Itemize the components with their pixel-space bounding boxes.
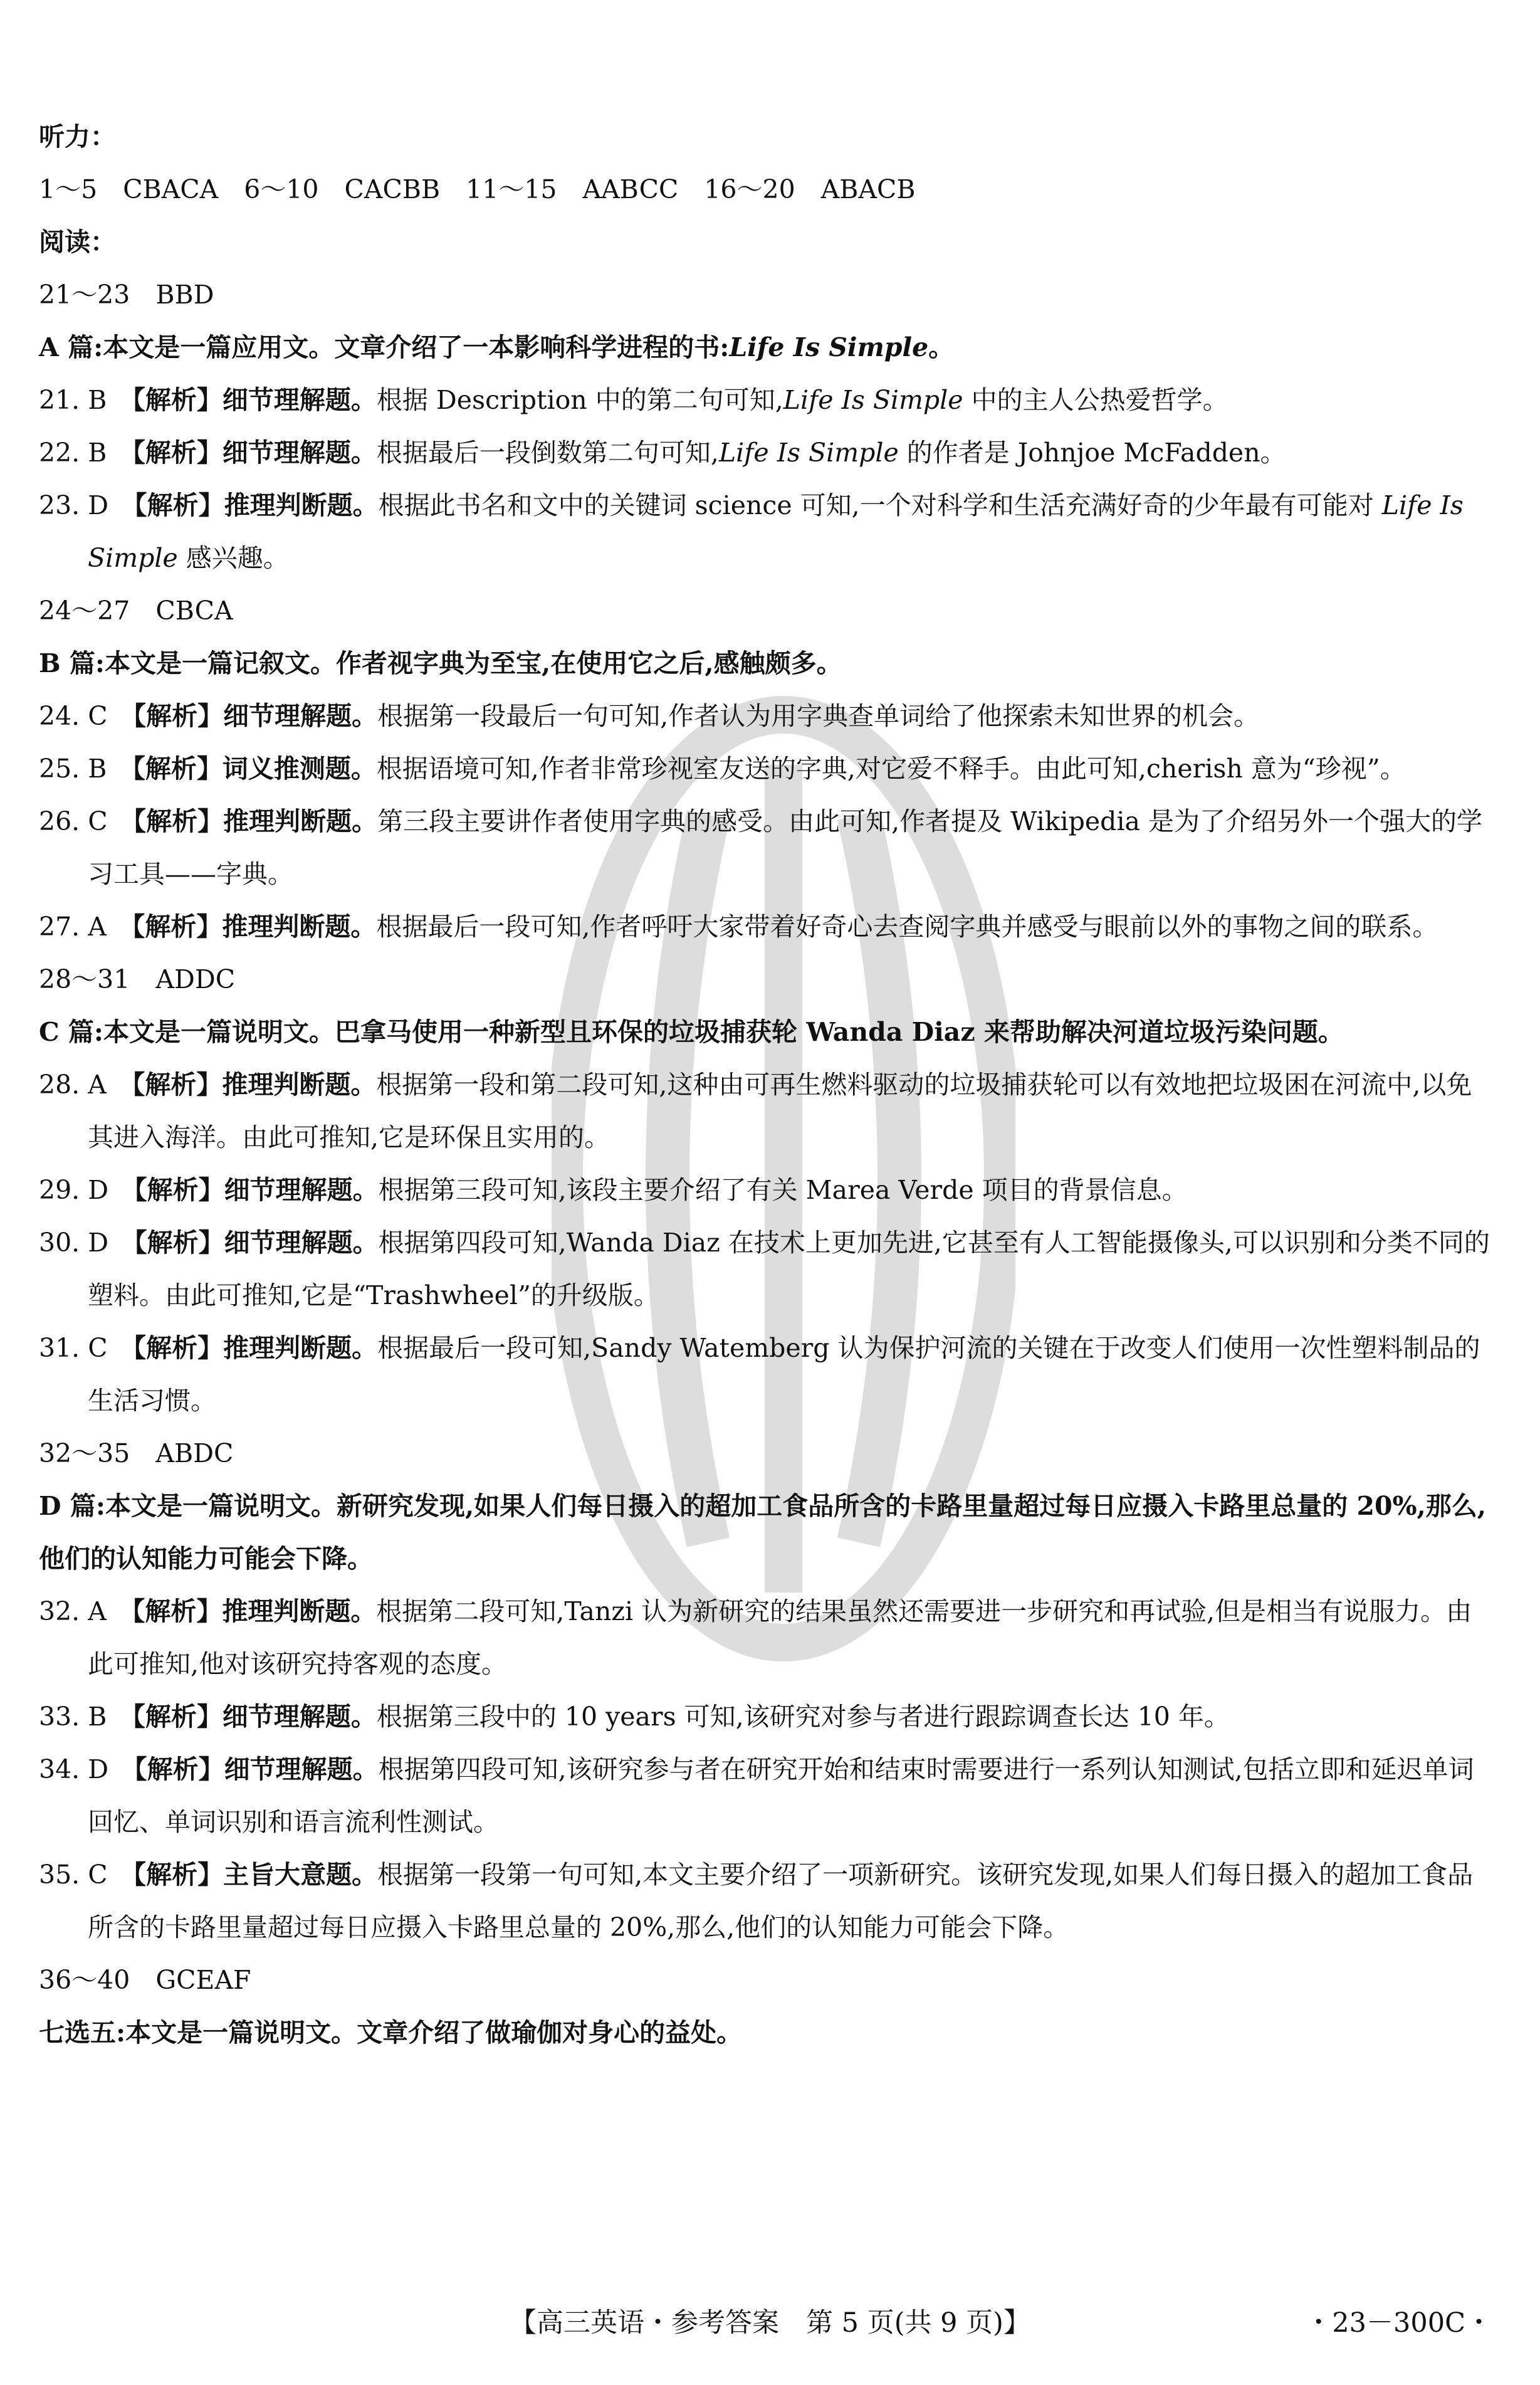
explanation-text: 第三段主要讲作者使用字典的感受。由此可知,作者提及 Wikipedia 是为了介绍另外一个强大的学习工具——字典。 xyxy=(88,806,1483,889)
explanation-tag: 【解析】细节理解题。 xyxy=(132,438,377,468)
page-footer xyxy=(0,2301,1540,2345)
explanation-item xyxy=(39,1058,1493,1164)
explanation-text: 根据最后一段可知,Sandy Watemberg 认为保护河流的关键在于改变人们使用一次性塑料制品的生活习惯。 xyxy=(88,1333,1480,1416)
passage-intro xyxy=(39,1480,1493,1585)
explanation-tag: 【解析】推理判断题。 xyxy=(132,1070,377,1100)
passage-label: D 篇: xyxy=(39,1491,105,1521)
explanation-text: 根据语境可知,作者非常珍视室友送的字典,对它爱不释手。由此可知,cherish 意为“珍视”。 xyxy=(376,754,1406,784)
passage-label: B 篇: xyxy=(39,648,105,678)
explanation-tag: 【解析】细节理解题。 xyxy=(134,1228,379,1258)
explanation-item xyxy=(39,1164,1493,1216)
passage-label: A 篇: xyxy=(39,332,103,362)
explanation-item xyxy=(39,1743,1493,1848)
explanation-tag: 【解析】推理判断题。 xyxy=(132,1596,377,1626)
passage-summary: 本文是一篇说明文。新研究发现,如果人们每日摄入的超加工食品所含的卡路里量超过每日应摄入卡路里总量的 20%,那么,他们的认知能力可能会下降。 xyxy=(39,1491,1487,1574)
explanation-tag: 【解析】推理判断题。 xyxy=(133,806,378,836)
passage-label: C 篇: xyxy=(39,1017,104,1047)
explanation-tag: 【解析】词义推测题。 xyxy=(132,754,377,784)
passage-summary-end: 。 xyxy=(928,332,955,362)
explanation-text-end: 感兴趣。 xyxy=(177,543,289,573)
question-number: 35. C xyxy=(39,1860,134,1890)
footer-page-info: 【高三英语・参考答案 第 5 页(共 9 页)】 xyxy=(510,2307,1030,2339)
passage-summary: 本文是一篇说明文。文章介绍了做瑜伽对身心的益处。 xyxy=(125,2018,743,2048)
book-title: Life Is Simple xyxy=(88,490,1464,573)
explanation-text: 根据最后一段倒数第二句可知, xyxy=(376,438,719,468)
explanation-item xyxy=(39,795,1493,900)
question-number: 24. C xyxy=(39,701,134,731)
explanation-text: 根据第三段可知,该段主要介绍了有关 Marea Verde 项目的背景信息。 xyxy=(378,1175,1188,1205)
explanation-text-end: 的作者是 Johnjoe McFadden。 xyxy=(898,438,1286,468)
question-number: 22. B xyxy=(39,438,133,468)
explanation-text-end: 中的主人公热爱哲学。 xyxy=(963,385,1228,415)
question-number: 33. B xyxy=(39,1702,133,1732)
passage-answer-range: 32～35 ABDC xyxy=(39,1438,234,1468)
question-number: 32. A xyxy=(39,1596,132,1626)
explanation-tag: 【解析】推理判断题。 xyxy=(132,912,377,942)
passage-answer-range: 21～23 BBD xyxy=(39,280,214,310)
question-number: 29. D xyxy=(39,1175,135,1205)
explanation-text: 根据最后一段可知,作者呼吁大家带着好奇心去查阅字典并感受与眼前以外的事物之间的联系。 xyxy=(376,912,1438,942)
explanation-tag: 【解析】细节理解题。 xyxy=(134,1754,379,1784)
explanation-item xyxy=(39,1690,1493,1743)
listening-heading: 听力： xyxy=(39,122,116,152)
explanation-text: 根据此书名和文中的关键词 science 可知,一个对科学和生活充满好奇的少年最有可能对 xyxy=(378,490,1382,520)
explanation-text: 根据第四段可知,该研究参与者在研究开始和结束时需要进行一系列认知测试,包括立即和延迟单词回忆、单词识别和语言流利性测试。 xyxy=(88,1754,1474,1837)
question-number: 34. D xyxy=(39,1754,135,1784)
explanation-item xyxy=(39,1848,1493,1954)
explanation-text: 根据第一段和第二段可知,这种由可再生燃料驱动的垃圾捕获轮可以有效地把垃圾困在河流中,以免其进入海洋。由此可推知,它是环保且实用的。 xyxy=(88,1070,1472,1152)
explanation-item xyxy=(39,690,1493,742)
explanation-tag: 【解析】细节理解题。 xyxy=(133,701,378,731)
explanation-item xyxy=(39,742,1493,795)
passage-intro xyxy=(39,2006,1493,2059)
book-title: Life Is Simple xyxy=(783,385,963,415)
explanation-tag: 【解析】细节理解题。 xyxy=(134,1175,379,1205)
question-number: 31. C xyxy=(39,1333,134,1363)
explanation-tag: 【解析】细节理解题。 xyxy=(132,1702,377,1732)
passage-intro xyxy=(39,637,1493,690)
explanation-text: 根据第一段最后一句可知,作者认为用字典查单词给了他探索未知世界的机会。 xyxy=(377,701,1260,731)
reading-heading: 阅读： xyxy=(39,227,116,257)
explanation-text: 根据第二段可知,Tanzi 认为新研究的结果虽然还需要进一步研究和再试验,但是相当有说服力。由此可推知,他对该研究持客观的态度。 xyxy=(88,1596,1472,1679)
question-number: 21. B xyxy=(39,385,133,415)
explanation-item xyxy=(39,1585,1493,1690)
explanation-item xyxy=(39,1322,1493,1427)
passage-answer-range: 28～31 ADDC xyxy=(39,964,236,994)
passage-label: 七选五: xyxy=(39,2018,126,2048)
question-number: 27. A xyxy=(39,912,132,942)
explanation-tag: 【解析】细节理解题。 xyxy=(132,385,377,415)
question-number: 28. A xyxy=(39,1070,132,1100)
passage-summary: 本文是一篇记叙文。作者视字典为至宝,在使用它之后,感触颇多。 xyxy=(105,648,842,678)
passage-summary: 本文是一篇应用文。文章介绍了一本影响科学进程的书: xyxy=(103,332,730,362)
question-number: 25. B xyxy=(39,754,133,784)
listening-answers: 1～5 CBACA 6～10 CACBB 11～15 AABCC 16～20 ABACB xyxy=(39,174,916,204)
book-title: Life Is Simple xyxy=(729,332,929,362)
explanation-item xyxy=(39,479,1493,584)
explanation-item xyxy=(39,1216,1493,1322)
passage-answer-range: 24～27 CBCA xyxy=(39,596,233,626)
explanation-item xyxy=(39,426,1493,479)
explanation-item xyxy=(39,374,1493,426)
passage-answer-range: 36～40 GCEAF xyxy=(39,1965,251,1995)
question-number: 30. D xyxy=(39,1228,135,1258)
book-title: Life Is Simple xyxy=(718,438,899,468)
explanation-text: 根据第四段可知,Wanda Diaz 在技术上更加先进,它甚至有人工智能摄像头,可以识别和分类不同的塑料。由此可推知,它是“Trashwheel”的升级版。 xyxy=(88,1228,1490,1310)
explanation-tag: 【解析】推理判断题。 xyxy=(133,1333,378,1363)
passage-intro xyxy=(39,1006,1493,1058)
explanation-text: 根据第一段第一句可知,本文主要介绍了一项新研究。该研究发现,如果人们每日摄入的超加工食品所含的卡路里量超过每日应摄入卡路里总量的 20%,那么,他们的认知能力可能会下降。 xyxy=(88,1860,1474,1942)
explanation-text: 根据 Description 中的第二句可知, xyxy=(376,385,783,415)
footer-code: ・23－300C・ xyxy=(1305,2307,1492,2339)
explanation-tag: 【解析】推理判断题。 xyxy=(134,490,379,520)
explanation-tag: 【解析】主旨大意题。 xyxy=(133,1860,378,1890)
explanation-text: 根据第三段中的 10 years 可知,该研究对参与者进行跟踪调查长达 10 年。 xyxy=(376,1702,1230,1732)
question-number: 23. D xyxy=(39,490,135,520)
passage-intro xyxy=(39,321,1493,374)
question-number: 26. C xyxy=(39,806,134,836)
passages-list xyxy=(39,268,1493,2059)
answer-content xyxy=(39,110,1493,2059)
passage-summary: 本文是一篇说明文。巴拿马使用一种新型且环保的垃圾捕获轮 Wanda Diaz 来帮助解决河道垃圾污染问题。 xyxy=(103,1017,1344,1047)
explanation-item xyxy=(39,900,1493,953)
